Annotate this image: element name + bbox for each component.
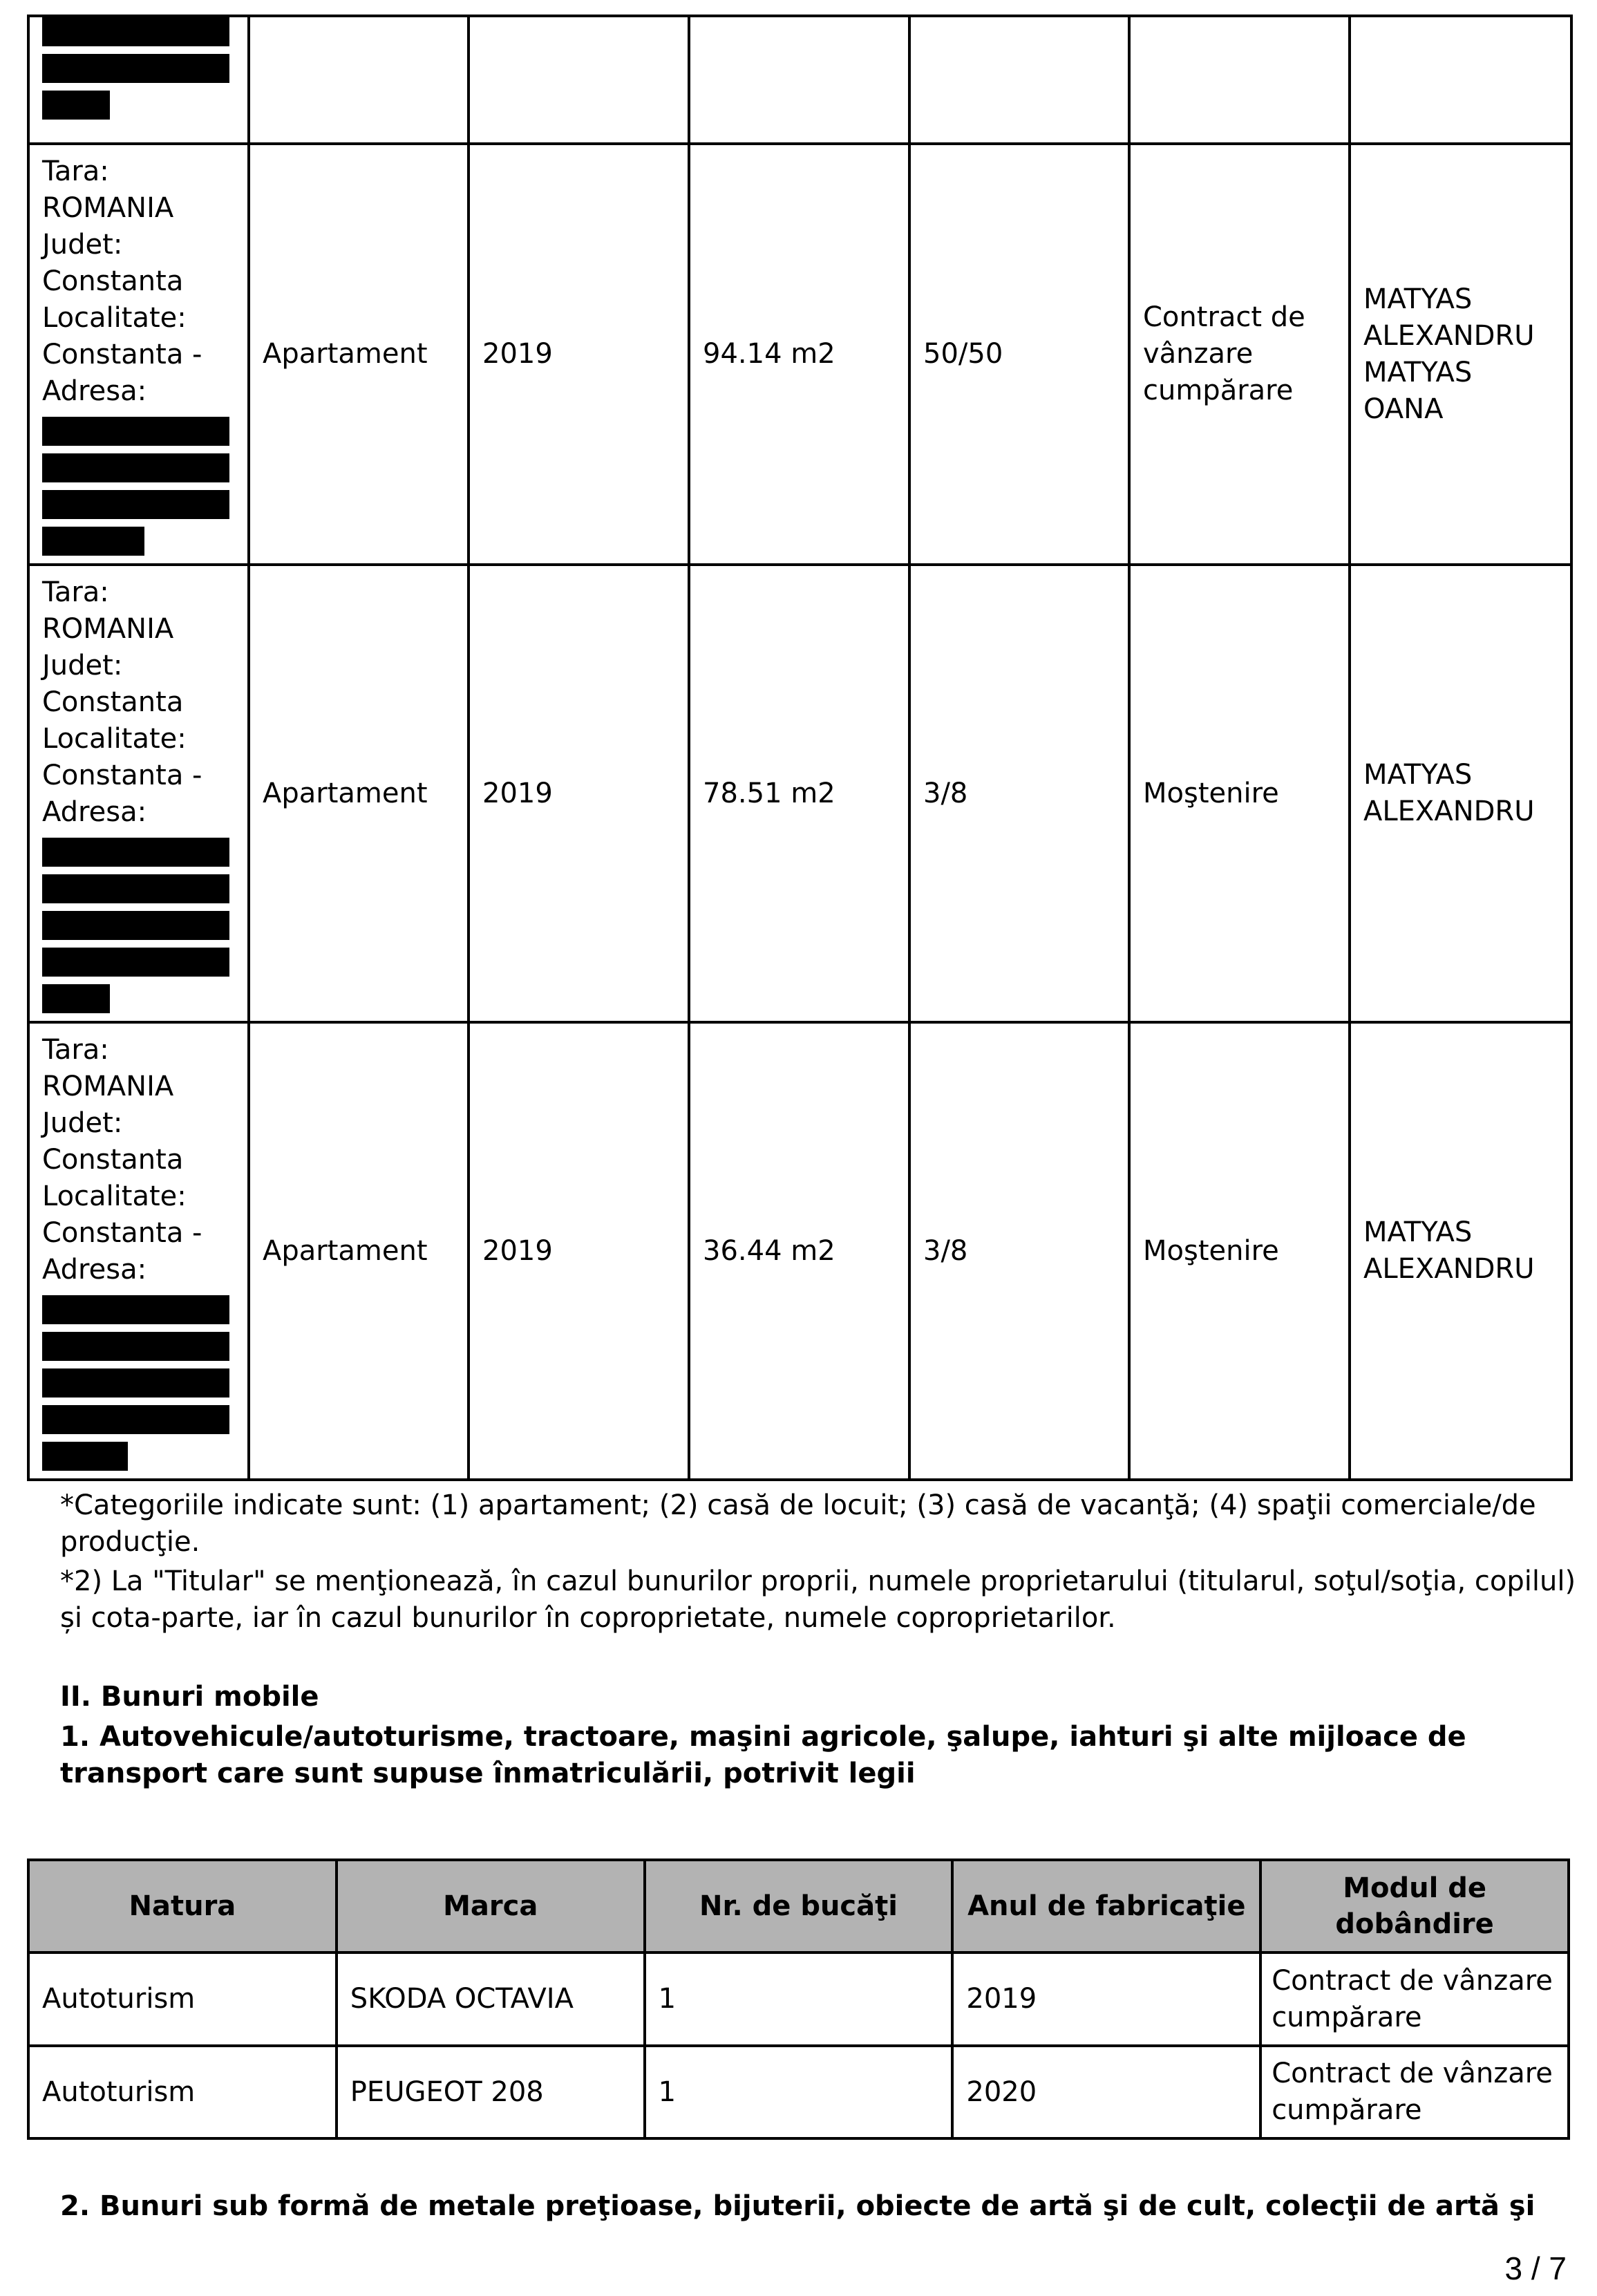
redaction-bar: [42, 453, 229, 482]
section-subtitle: 1. Autovehicule/autoturisme, tractoare, maşini agricole, şalupe, iahturi şi alte mijloace de transport care sunt supuse înmatriculării, potrivit legii: [60, 1721, 1466, 1789]
owner-cell: [1350, 565, 1571, 1022]
footnote-categories: *Categoriile indicate sunt: (1) apartament; (2) casă de locuit; (3) casă de vacanţă; (4) spaţii comerciale/de producţie.: [60, 1489, 1536, 1558]
cell-year: 2019: [952, 1952, 1260, 2046]
location-line: Constanta: [42, 265, 184, 297]
location-line: Judet:: [42, 1107, 123, 1139]
column-header: Anul de fabricaţie: [952, 1860, 1260, 1952]
year-cell: [469, 16, 689, 144]
area-cell: 36.44 m2: [689, 1022, 909, 1480]
table-row: [28, 2046, 1569, 2138]
owner-cell: [1350, 144, 1571, 565]
year-cell: 2019: [469, 144, 689, 565]
redaction-bar: [42, 948, 229, 977]
type-cell: Apartament: [249, 1022, 469, 1480]
cell-natura: Autoturism: [28, 1952, 337, 2046]
share-cell: 50/50: [909, 144, 1129, 565]
redaction-bar: [42, 1368, 229, 1398]
owner-line: ALEXANDRU: [1363, 1253, 1535, 1285]
redaction-bar: [42, 490, 229, 519]
year-cell: 2019: [469, 565, 689, 1022]
type-cell: [249, 16, 469, 144]
location-line: Tara:: [42, 576, 109, 608]
location-line: Constanta -: [42, 339, 202, 370]
area-cell: 94.14 m2: [689, 144, 909, 565]
location-line: Tara:: [42, 1034, 109, 1066]
footnote-titular: *2) La "Titular" se menţionează, în cazul bunurilor proprii, numele proprietarului (titularul, soţul/soţia, copilul) și cota-parte, iar în cazul bunurilor în coproprietate, numele coproprietarilor.: [60, 1565, 1576, 1634]
redaction-bar: [42, 417, 229, 446]
redaction-bar: [42, 984, 110, 1013]
location-line: Judet:: [42, 650, 123, 681]
table-row: [28, 1022, 1571, 1480]
table-header-row: [28, 1860, 1569, 1952]
redaction-bar: [42, 527, 144, 556]
column-header: Natura: [28, 1860, 337, 1952]
owner-cell: [1350, 1022, 1571, 1480]
location-line: Tara:: [42, 156, 109, 187]
owner-line: MATYAS: [1363, 283, 1473, 315]
redaction-bar: [42, 911, 229, 940]
mode-cell: Moştenire: [1129, 565, 1350, 1022]
location-line: Constanta: [42, 1144, 184, 1176]
section-title: II. Bunuri mobile: [60, 1681, 319, 1713]
mode-cell: Moştenire: [1129, 1022, 1350, 1480]
redaction-bar: [42, 874, 229, 903]
redaction-bar: [42, 1442, 128, 1471]
area-cell: 78.51 m2: [689, 565, 909, 1022]
location-line: ROMANIA: [42, 192, 174, 224]
redaction-bar: [42, 54, 229, 83]
location-cell: [28, 144, 249, 565]
location-line: Constanta -: [42, 1217, 202, 1249]
table-row: [28, 565, 1571, 1022]
redaction-bar: [42, 838, 229, 867]
owner-line: MATYAS: [1363, 356, 1473, 388]
table-row: [28, 1952, 1569, 2046]
owner-line: ALEXANDRU: [1363, 796, 1535, 827]
column-header: Modul de dobândire: [1260, 1860, 1569, 1952]
location-line: ROMANIA: [42, 613, 174, 645]
redaction-bar: [42, 17, 229, 46]
table-row: [28, 144, 1571, 565]
location-line: Localitate:: [42, 302, 187, 334]
area-cell: [689, 16, 909, 144]
cell-marca: SKODA OCTAVIA: [337, 1952, 645, 2046]
location-line: Adresa:: [42, 375, 147, 407]
owner-cell: [1350, 16, 1571, 144]
share-cell: [909, 16, 1129, 144]
owner-line: OANA: [1363, 393, 1444, 425]
cell-count: 1: [645, 1952, 953, 2046]
cell-year: 2020: [952, 2046, 1260, 2138]
location-line: Constanta: [42, 686, 184, 718]
real-estate-table: [27, 15, 1573, 1481]
column-header: Nr. de bucăţi: [645, 1860, 953, 1952]
location-cell: [28, 565, 249, 1022]
share-cell: 3/8: [909, 1022, 1129, 1480]
cell-natura: Autoturism: [28, 2046, 337, 2138]
location-line: Constanta -: [42, 760, 202, 791]
cell-marca: PEUGEOT 208: [337, 2046, 645, 2138]
cell-mode: Contract de vânzare cumpărare: [1260, 2046, 1569, 2138]
location-line: Adresa:: [42, 1254, 147, 1286]
redaction-bar: [42, 1295, 229, 1324]
location-line: Adresa:: [42, 796, 147, 828]
column-header: Marca: [337, 1860, 645, 1952]
redaction-bar: [42, 91, 110, 120]
redaction-bar: [42, 1332, 229, 1361]
type-cell: Apartament: [249, 565, 469, 1022]
vehicles-table: [27, 1859, 1570, 2140]
location-line: Localitate:: [42, 723, 187, 755]
section-title-precious: 2. Bunuri sub formă de metale preţioase, bijuterii, obiecte de artă şi de cult, colecţii de artă şi: [60, 2190, 1535, 2222]
cell-count: 1: [645, 2046, 953, 2138]
location-cell: [28, 16, 249, 144]
type-cell: Apartament: [249, 144, 469, 565]
location-cell: [28, 1022, 249, 1480]
owner-line: ALEXANDRU: [1363, 319, 1535, 352]
share-cell: 3/8: [909, 565, 1129, 1022]
location-line: Localitate:: [42, 1180, 187, 1212]
location-line: ROMANIA: [42, 1071, 174, 1102]
table-row: [28, 16, 1571, 144]
mode-cell: [1129, 16, 1350, 144]
year-cell: 2019: [469, 1022, 689, 1480]
owner-line: MATYAS: [1363, 759, 1473, 791]
location-line: Judet:: [42, 229, 123, 261]
owner-line: MATYAS: [1363, 1216, 1473, 1248]
cell-mode: Contract de vânzare cumpărare: [1260, 1952, 1569, 2046]
page-number: 3 / 7: [1504, 2250, 1567, 2286]
mode-cell: Contract de vânzare cumpărare: [1129, 144, 1350, 565]
redaction-bar: [42, 1405, 229, 1434]
